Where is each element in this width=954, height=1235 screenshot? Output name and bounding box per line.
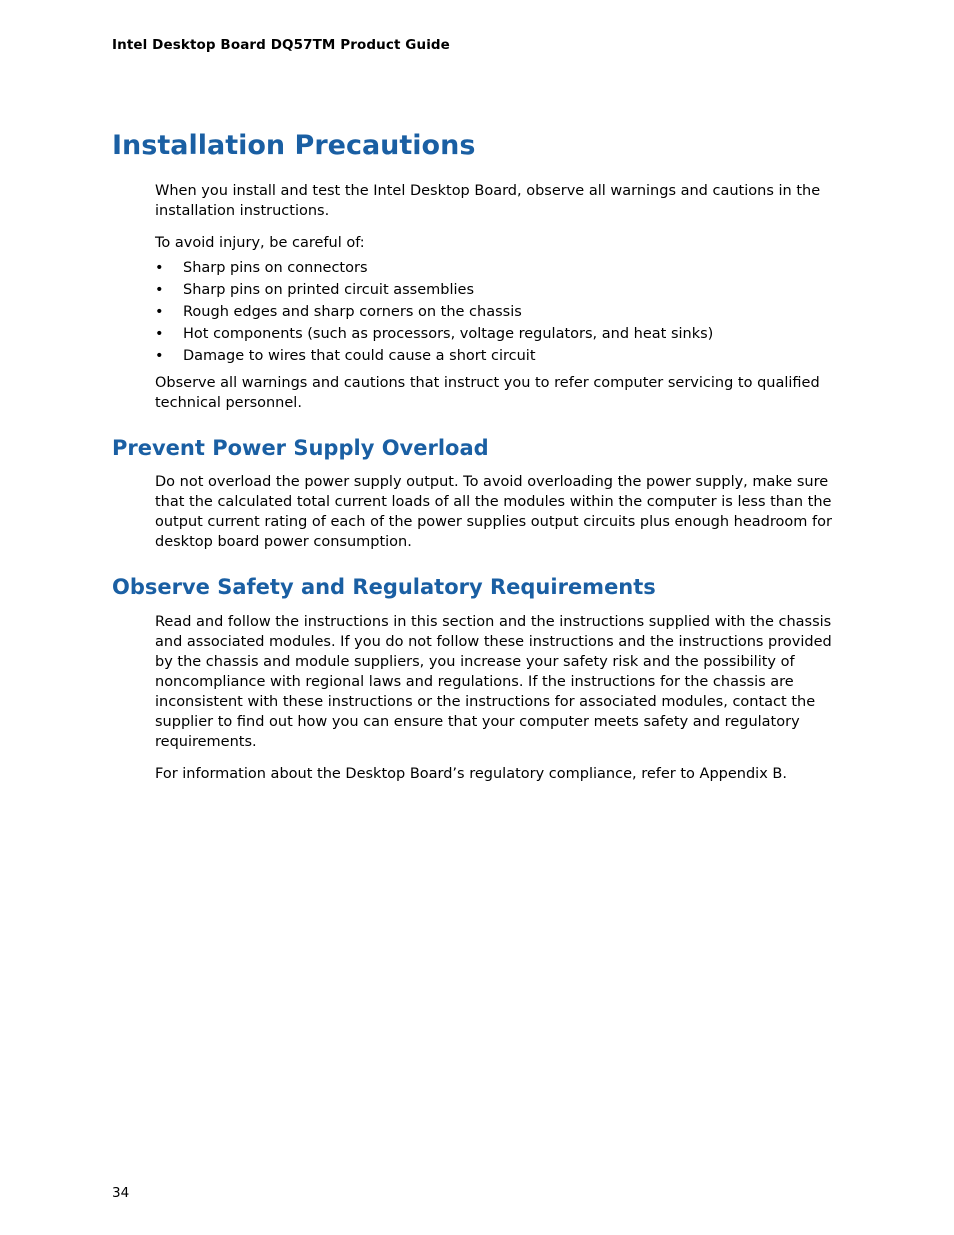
bullet-icon: • bbox=[155, 282, 164, 298]
page-number: 34 bbox=[112, 1185, 130, 1201]
list-item-text: Hot components (such as processors, voltage regulators, and heat sinks) bbox=[183, 326, 714, 342]
list-item-text: Sharp pins on printed circuit assemblies bbox=[183, 282, 475, 298]
injury-hazards-list bbox=[155, 257, 845, 367]
servicing-warning-paragraph: Observe all warnings and cautions that instruct you to refer computer servicing to qualified technical personnel. bbox=[155, 375, 820, 411]
installation-intro-paragraph: When you install and test the Intel Desktop Board, observe all warnings and cautions in the installation instructions. bbox=[155, 183, 821, 219]
injury-lead-in: To avoid injury, be careful of: bbox=[155, 235, 365, 251]
list-item bbox=[155, 301, 845, 323]
bullet-icon: • bbox=[155, 348, 164, 364]
bullet-icon: • bbox=[155, 260, 164, 276]
safety-regulatory-heading: Observe Safety and Regulatory Requirements bbox=[112, 575, 656, 599]
appendix-reference-paragraph: For information about the Desktop Board’s regulatory compliance, refer to Appendix B. bbox=[155, 766, 787, 782]
list-item bbox=[155, 323, 845, 345]
running-header: Intel Desktop Board DQ57TM Product Guide bbox=[112, 37, 450, 53]
list-item bbox=[155, 257, 845, 279]
bullet-icon: • bbox=[155, 326, 164, 342]
list-item-text: Damage to wires that could cause a short circuit bbox=[183, 348, 536, 364]
safety-regulatory-paragraph: Read and follow the instructions in this section and the instructions supplied with the chassis and associated modules. If you do not follow these instructions and the instructions provided by the chassis and module suppliers, you increase your safety risk and the possibility of noncompliance with regional laws and regulations. If the instructions for the chassis are inconsistent with these instructions or the instructions for associated modules, contact the supplier to find out how you can ensure that your computer meets safety and regulatory requirements. bbox=[155, 614, 832, 750]
page-title: Installation Precautions bbox=[112, 130, 476, 161]
list-item bbox=[155, 279, 845, 301]
power-overload-paragraph: Do not overload the power supply output. To avoid overloading the power supply, make sure that the calculated total current loads of all the modules within the computer is less than the output current rating of each of the power supplies output circuits plus enough headroom for desktop board power consumption. bbox=[155, 474, 832, 550]
list-item-text: Sharp pins on connectors bbox=[183, 260, 368, 276]
bullet-icon: • bbox=[155, 304, 164, 320]
list-item-text: Rough edges and sharp corners on the chassis bbox=[183, 304, 522, 320]
power-overload-heading: Prevent Power Supply Overload bbox=[112, 436, 489, 460]
list-item bbox=[155, 345, 845, 367]
